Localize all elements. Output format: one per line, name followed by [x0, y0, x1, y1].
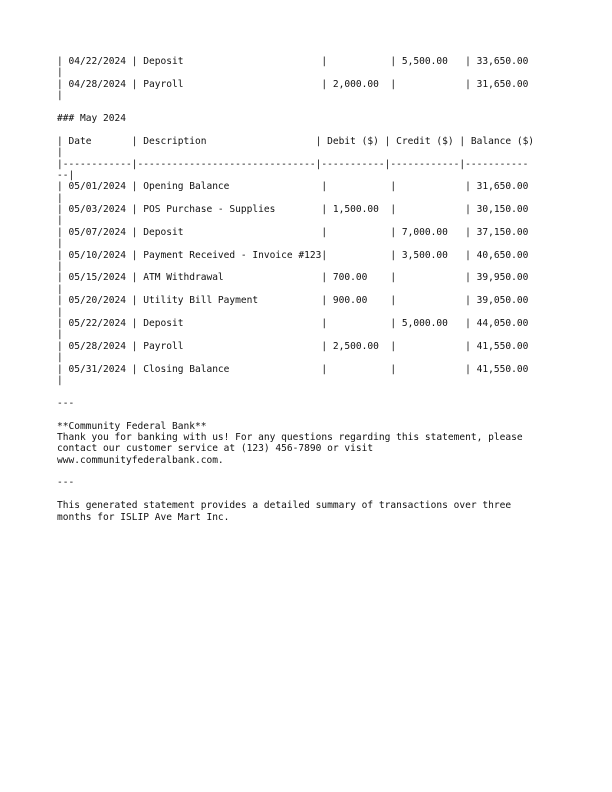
- table-separator: [57, 159, 577, 182]
- row-wrap: |: [57, 192, 63, 204]
- table-row: [57, 318, 577, 341]
- table-row: [57, 272, 577, 295]
- row-line: | 05/20/2024 | Utility Bill Payment | 900.00 | | 39,050.00: [57, 295, 529, 307]
- header-wrap: |: [57, 147, 63, 159]
- bank-name: **Community Federal Bank**: [57, 420, 207, 432]
- row-line: | 05/07/2024 | Deposit | | 7,000.00 | 37,150.00: [57, 226, 529, 238]
- bank-website: www.communityfederalbank.com.: [57, 454, 224, 466]
- bank-message-line: contact our customer service at (123) 456-7890 or visit: [57, 443, 374, 455]
- statement-page: [57, 56, 577, 523]
- divider: ---: [57, 477, 75, 489]
- row-wrap: |: [57, 238, 63, 250]
- row-line: | 05/15/2024 | ATM Withdrawal | 700.00 | | 39,950.00: [57, 272, 529, 284]
- section-heading-may: ### May 2024: [57, 112, 126, 124]
- row-wrap: |: [57, 283, 63, 295]
- row-wrap: |: [57, 215, 63, 227]
- row-wrap: |: [57, 90, 63, 102]
- table-row: [57, 227, 577, 250]
- separator-line: |------------|-------------------------------|-----------|------------|-----------: [57, 158, 529, 170]
- spacer: [57, 102, 577, 113]
- table-row: [57, 56, 577, 79]
- separator-wrap: --|: [57, 169, 75, 181]
- bank-message-line: Thank you for banking with us! For any questions regarding this statement, please: [57, 431, 523, 443]
- row-line: | 04/28/2024 | Payroll | 2,000.00 | | 31,650.00: [57, 78, 529, 90]
- table-row: [57, 181, 577, 204]
- row-line: | 05/10/2024 | Payment Received - Invoice #123| | 3,500.00 | 40,650.00: [57, 249, 529, 261]
- row-line: | 05/31/2024 | Closing Balance | | | 41,550.00: [57, 363, 529, 375]
- spacer: [57, 409, 577, 420]
- table-row: [57, 204, 577, 227]
- spacer: [57, 466, 577, 477]
- table-row: [57, 341, 577, 364]
- spacer: [57, 124, 577, 135]
- row-line: | 04/22/2024 | Deposit | | 5,500.00 | 33,650.00: [57, 56, 529, 67]
- row-wrap: |: [57, 374, 63, 386]
- row-line: | 05/22/2024 | Deposit | | 5,000.00 | 44,050.00: [57, 317, 529, 329]
- spacer: [57, 386, 577, 397]
- table-row: [57, 250, 577, 273]
- summary-line: months for ISLIP Ave Mart Inc.: [57, 511, 230, 523]
- spacer: [57, 489, 577, 500]
- row-wrap: |: [57, 352, 63, 364]
- row-wrap: |: [57, 261, 63, 273]
- table-row: [57, 79, 577, 102]
- row-line: | 05/01/2024 | Opening Balance | | | 31,650.00: [57, 181, 529, 193]
- header-line: | Date | Description | Debit ($) | Credit ($) | Balance ($): [57, 135, 535, 147]
- divider: ---: [57, 397, 75, 409]
- table-row: [57, 295, 577, 318]
- row-line: | 05/28/2024 | Payroll | 2,500.00 | | 41,550.00: [57, 340, 529, 352]
- table-row: [57, 364, 577, 387]
- summary-line: This generated statement provides a detailed summary of transactions over three: [57, 500, 512, 512]
- row-wrap: |: [57, 306, 63, 318]
- row-wrap: |: [57, 329, 63, 341]
- row-wrap: |: [57, 67, 63, 79]
- row-line: | 05/03/2024 | POS Purchase - Supplies | 1,500.00 | | 30,150.00: [57, 204, 529, 216]
- table-header: [57, 136, 577, 159]
